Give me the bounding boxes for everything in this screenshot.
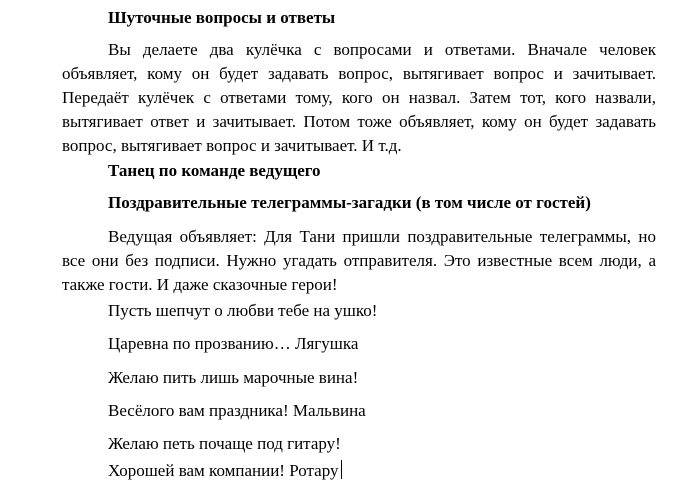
- telegram-line-5: Желаю петь почаще под гитару!: [108, 434, 341, 453]
- telegram-line-6-container[interactable]: [108, 459, 342, 483]
- telegram-line-1: Пусть шепчут о любви тебе на ушко!: [108, 301, 378, 320]
- telegram-line-6: Хорошей вам компании! Ротару: [108, 461, 339, 480]
- paragraph-telegrams: Ведущая объявляет: Для Тани пришли поздравительные телеграммы, но все они без подписи. Нужно угадать отправителя. Это известные всем люди, а также гости. И даже сказочные герои!: [62, 227, 656, 294]
- heading-telegrams: Поздравительные телеграммы-загадки (в том числе от гостей): [108, 193, 591, 212]
- telegram-line-3: Желаю пить лишь марочные вина!: [108, 368, 359, 387]
- heading-dance: Танец по команде ведущего: [108, 161, 321, 180]
- paragraph-jokes: Вы делаете два кулёчка с вопросами и ответами. Вначале человек объявляет, кому он будет задавать вопрос, вытягивает вопрос и зачитывает. Передаёт кулёчек с ответами тому, кого он назвал. Затем тот, кого назвали, вытягивает ответ и зачитывает. Потом тоже объявляет, кому он будет задавать вопрос, вытягивает вопрос и зачитывает. И т.д.: [62, 40, 656, 155]
- telegram-line-4: Весёлого вам праздника! Мальвина: [108, 401, 366, 420]
- text-cursor: [341, 460, 342, 479]
- telegram-line-2: Царевна по прозванию… Лягушка: [108, 334, 359, 353]
- heading-jokes: Шуточные вопросы и ответы: [108, 8, 336, 27]
